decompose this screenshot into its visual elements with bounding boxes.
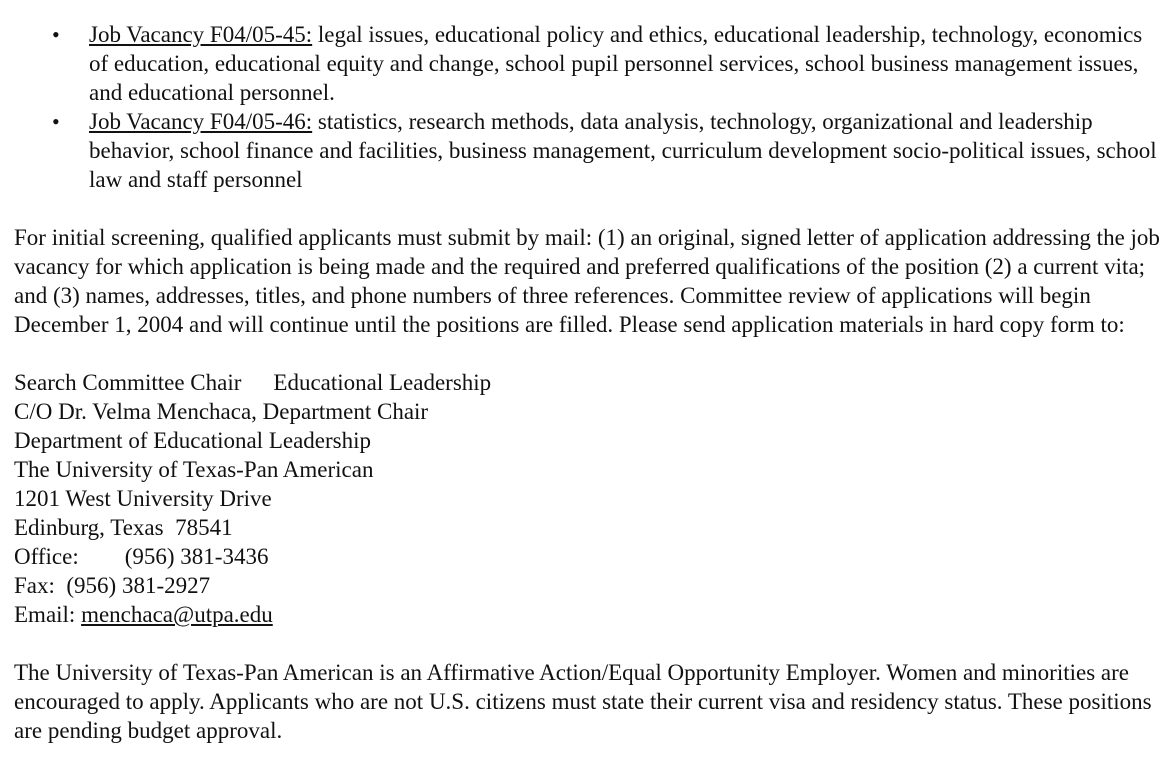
fax-line — [14, 571, 1162, 600]
address-recipient: Search Committee Chair — [14, 370, 242, 395]
address-care-of: C/O Dr. Velma Menchaca, Department Chair — [14, 399, 429, 424]
address-recipient-line — [14, 368, 1162, 397]
vacancy-areas: statistics, research methods, data analysis, technology, organizational and leadership behavior, school finance and facilities, business management, curriculum development socio-political issues, school law and staff personnel — [89, 109, 1157, 192]
office-line — [14, 542, 1162, 571]
address-street: 1201 West University Drive — [14, 486, 272, 511]
bullet-icon: • — [52, 22, 60, 47]
vacancy-areas: legal issues, educational policy and ethics, educational leadership, technology, economics of education, educational equity and change, school pupil personnel services, school business management issues, and educational personnel. — [89, 22, 1143, 105]
spacer — [14, 339, 1162, 368]
office-label: Office: — [14, 544, 79, 569]
email-link[interactable]: menchaca@utpa.edu — [81, 602, 273, 627]
address-department: Department of Educational Leadership — [14, 428, 371, 453]
eeo-paragraph: The University of Texas-Pan American is an Affirmative Action/Equal Opportunity Employer. Women and minorities are encouraged to apply. Applicants who are not U.S. citizens must state their current visa and residency status. These positions are pending budget approval. — [14, 660, 1152, 743]
address-university: The University of Texas-Pan American — [14, 457, 374, 482]
fax-label: Fax: — [14, 573, 55, 598]
vacancy-list — [14, 20, 1162, 194]
mailing-address — [14, 368, 1162, 629]
screening-paragraph: For initial screening, qualified applicants must submit by mail: (1) an original, signed letter of application addressing the job vacancy for which application is being made and the required and preferred qualifications of the position (2) a current vita; and (3) names, addresses, titles, and phone numbers of three references. Committee review of applications will begin December 1, 2004 and will continue until the positions are filled. Please send application materials in hard copy form to: — [14, 225, 1160, 337]
address-program: Educational Leadership — [273, 370, 492, 395]
vacancy-code: Job Vacancy F04/05-45: — [89, 22, 313, 47]
address-city: Edinburg, Texas 78541 — [14, 515, 233, 540]
document-page — [14, 20, 1162, 745]
spacer — [14, 629, 1162, 658]
vacancy-item — [14, 107, 1162, 194]
email-label: Email: — [14, 602, 76, 627]
vacancy-code: Job Vacancy F04/05-46: — [89, 109, 313, 134]
vacancy-item — [14, 20, 1162, 107]
email-line — [14, 600, 1162, 629]
fax-number: (956) 381-2927 — [66, 573, 211, 598]
bullet-icon: • — [52, 109, 60, 134]
office-phone: (956) 381-3436 — [124, 544, 269, 569]
spacer — [14, 194, 1162, 223]
